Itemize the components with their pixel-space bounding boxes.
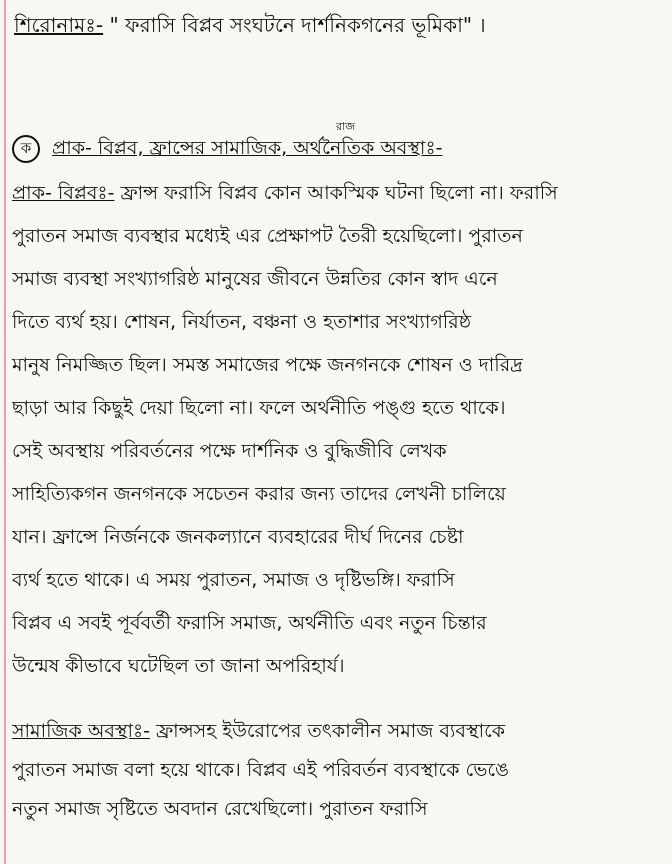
line-text: ফ্রান্সসহ ইউরোপের তৎকালীন সমাজ ব্যবস্থাকে: [150, 720, 506, 742]
text-line: [12, 430, 662, 473]
line-lead: সামাজিক অবস্থাঃ-: [12, 720, 150, 742]
line-text: ছাড়া আর কিছুই দেয়া ছিলো না। ফলে অর্থনীতি পঙ্গু হতে থাকে।: [12, 397, 506, 419]
margin-line: [4, 0, 6, 864]
text-line: [12, 215, 662, 258]
text-line: [12, 645, 662, 688]
line-text: নতুন সমাজ সৃষ্টিতে অবদান রেখেছিলো। পুরাতন ফরাসি: [12, 798, 428, 820]
line-text: ফ্রান্স ফরাসি বিপ্লব কোন আকস্মিক ঘটনা ছিলো না। ফরাসি: [114, 182, 558, 204]
line-text: পুরাতন সমাজ ব্যবস্থার মধ্যেই এর প্রেক্ষাপট তৈরী হয়েছিলো। পুরাতন: [12, 225, 523, 247]
page-title: [14, 12, 664, 38]
text-line: [12, 172, 662, 215]
text-line: [12, 790, 662, 829]
line-text: সাহিত্যিকগন জনগনকে সচেতন করার জন্য তাদের লেখনী চালিয়ে: [12, 483, 506, 505]
text-line: [12, 344, 662, 387]
title-text: " ফরাসি বিপ্লব সংঘটনে দার্শনিকগনের ভূমিকা" ।: [109, 13, 486, 37]
text-line: [12, 387, 662, 430]
line-text: পুরাতন সমাজ বলা হয়ে থাকে। বিপ্লব এই পরিবর্তন ব্যবস্থাকে ভেঙে: [12, 759, 509, 781]
text-line: [12, 602, 662, 645]
line-text: ব্যর্থ হতে থাকে। এ সময় পুরাতন, সমাজ ও দৃষ্টিভঙ্গি। ফরাসি: [12, 569, 455, 591]
line-text: উন্মেষ কীভাবে ঘটেছিল তা জানা অপরিহার্য।: [12, 655, 345, 677]
line-text: বিপ্লব এ সবই পূর্ববর্তী ফরাসি সমাজ, অর্থনীতি এবং নতুন চিন্তার: [12, 612, 487, 634]
line-text: যান। ফ্রান্সে নির্জনকে জনকল্যানে ব্যবহারের দীর্ঘ দিনের চেষ্টা: [12, 526, 464, 548]
title-label: শিরোনামঃ-: [14, 13, 104, 37]
text-line: [12, 473, 662, 516]
text-line: [12, 712, 662, 751]
section1-body: [12, 172, 662, 688]
section-heading-text: প্রাক- বিপ্লব, ফ্রান্সের সামাজিক, অর্থনৈতিক অবস্থাঃ-: [52, 137, 443, 159]
line-text: সেই অবস্থায় পরিবর্তনের পক্ষে দার্শনিক ও বুদ্ধিজীবি লেখক: [12, 440, 447, 462]
line-text: সমাজ ব্যবস্থা সংখ্যাগরিষ্ঠ মানুষের জীবনে উন্নতির কোন স্বাদ এনে: [12, 268, 498, 290]
section2-body: [12, 712, 662, 829]
line-text: মানুষ নিমজ্জিত ছিল। সমস্ত সমাজের পক্ষে জনগনকে শোষন ও দারিদ্র: [12, 354, 523, 376]
line-text: দিতে ব্যর্থ হয়। শোষন, নির্যাতন, বঞ্চনা ও হতাশার সংখ্যাগরিষ্ঠ: [12, 311, 472, 333]
text-line: [12, 301, 662, 344]
section-heading: [12, 134, 652, 166]
text-line: [12, 559, 662, 602]
line-lead: প্রাক- বিপ্লবঃ-: [12, 182, 115, 204]
superscript-note: রাজ: [336, 120, 356, 133]
text-line: [12, 258, 662, 301]
text-line: [12, 751, 662, 790]
section-marker: ক: [12, 135, 40, 163]
text-line: [12, 516, 662, 559]
